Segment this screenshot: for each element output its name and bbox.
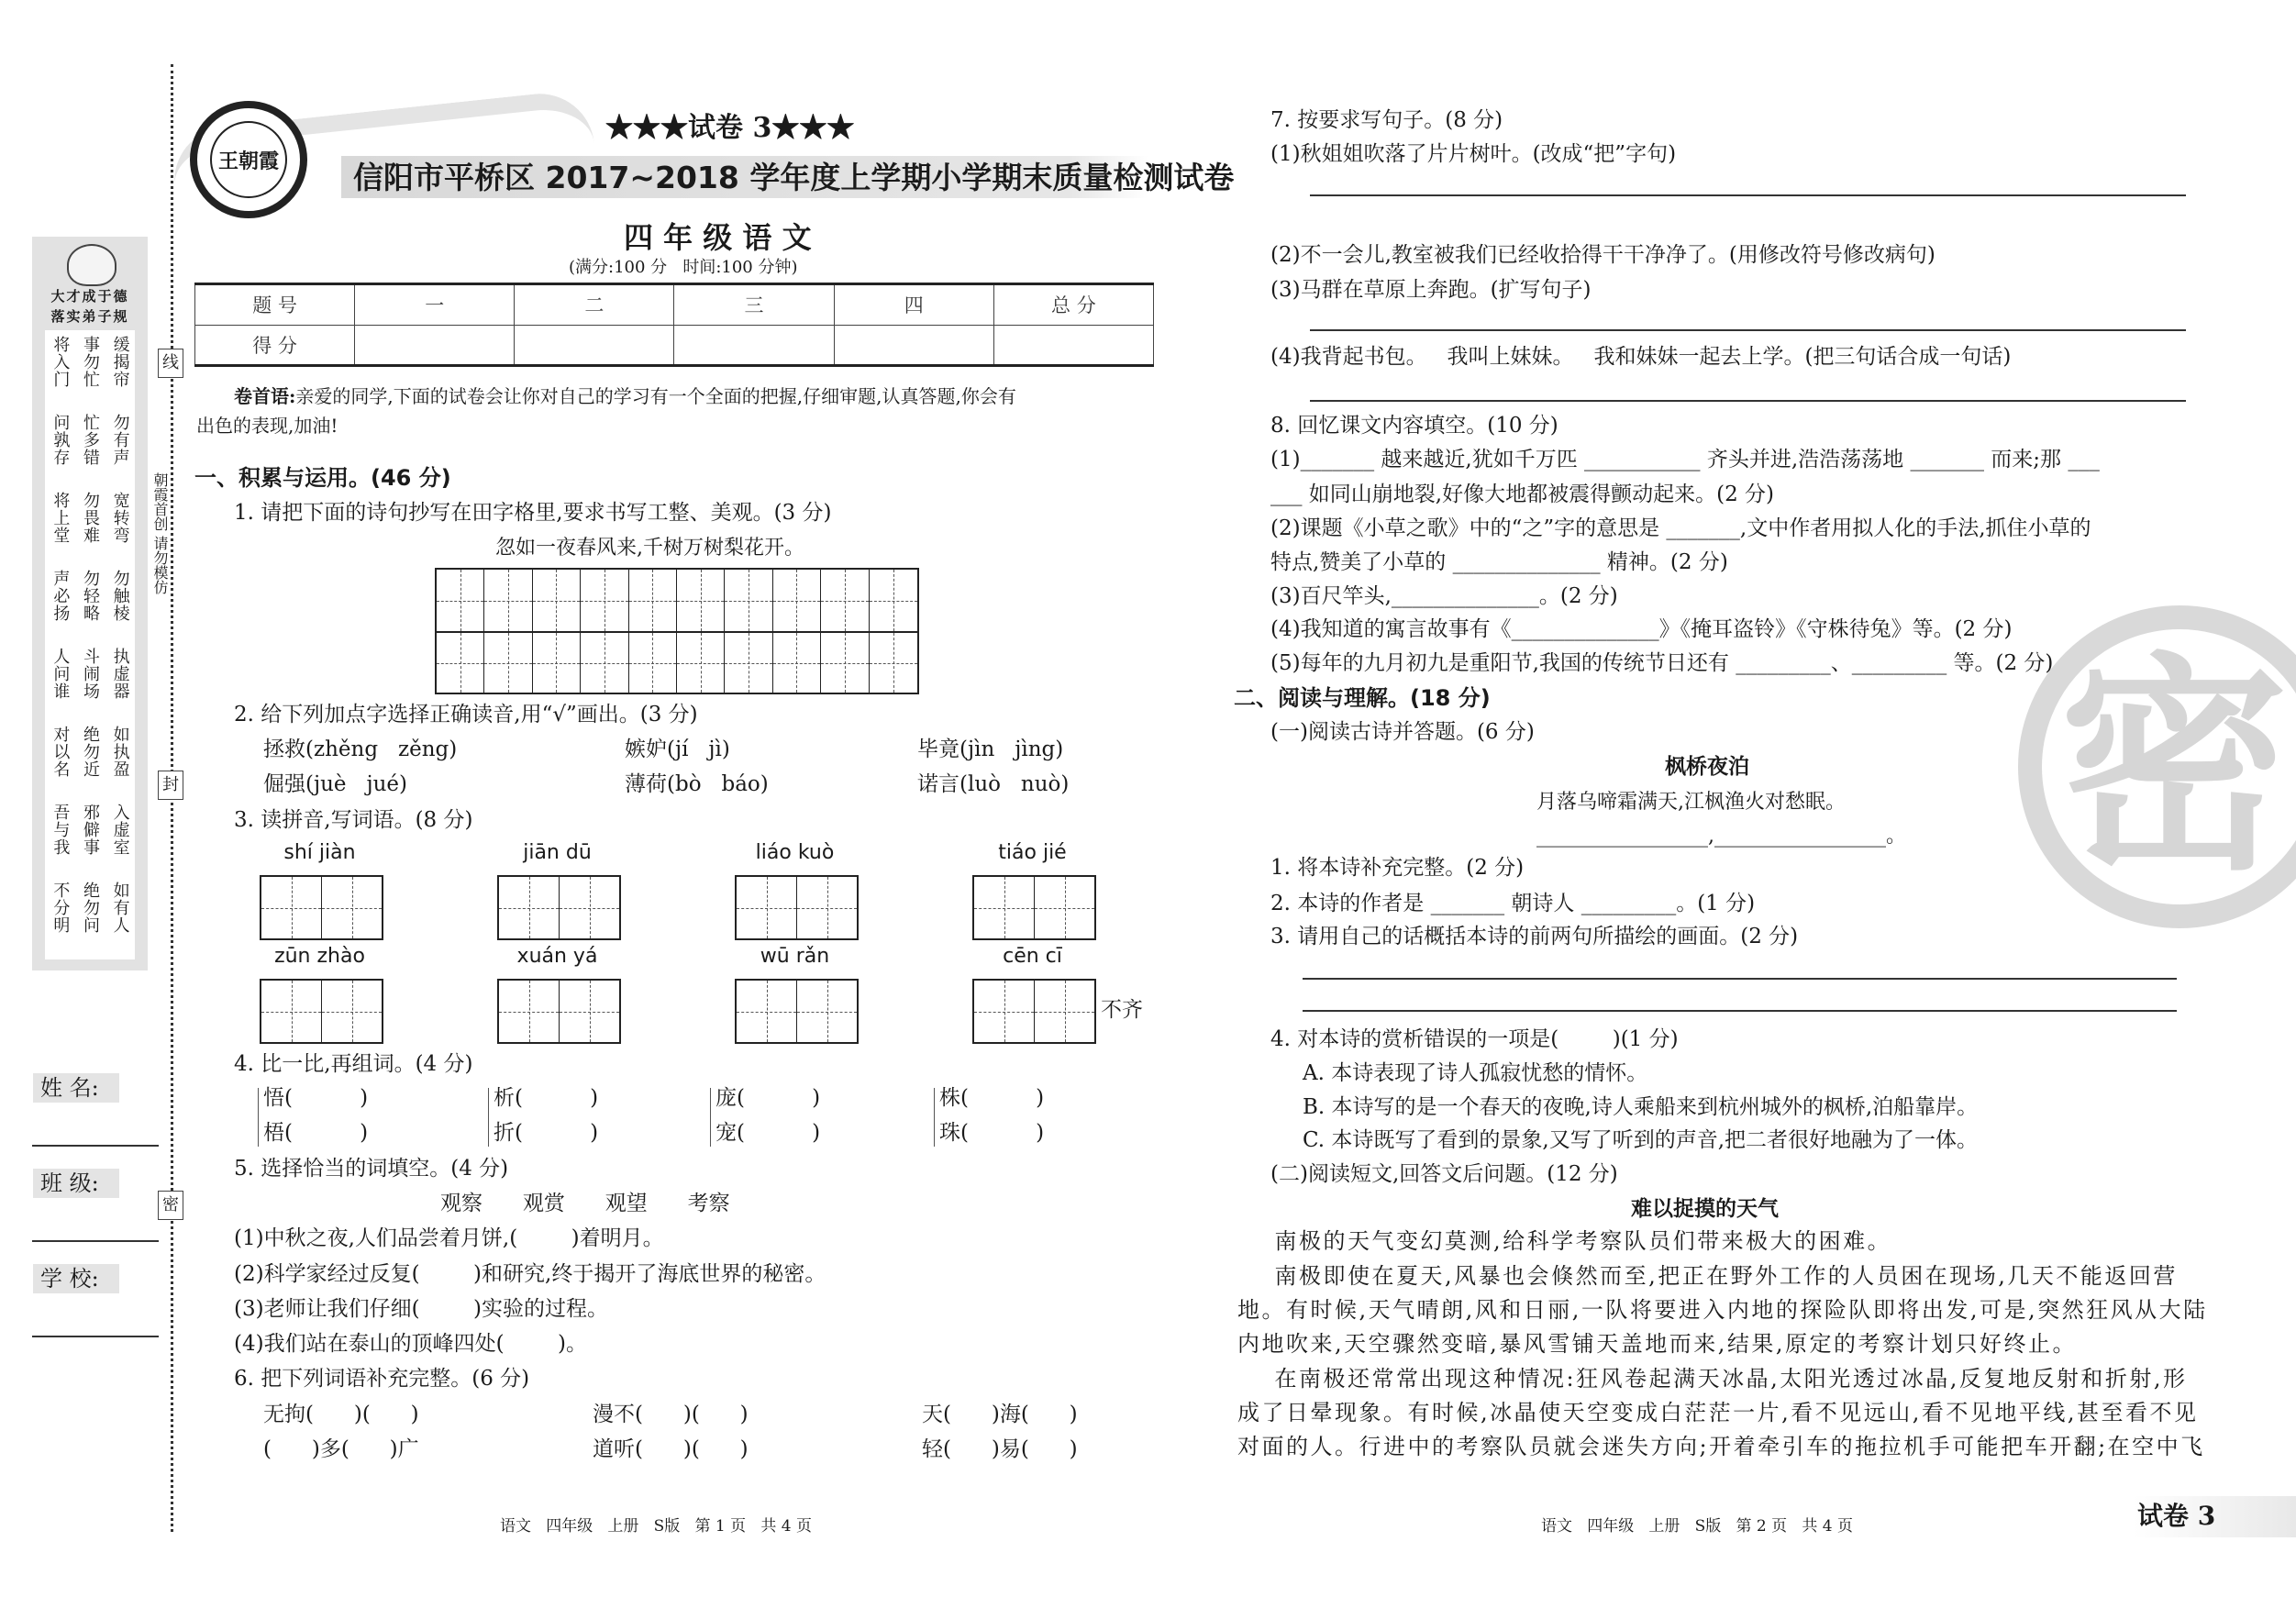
pinyin-word-grid bbox=[260, 841, 1210, 1048]
publisher-logo bbox=[190, 101, 307, 218]
score-cell[interactable] bbox=[355, 325, 515, 366]
writing-box[interactable] bbox=[735, 875, 859, 940]
score-table bbox=[194, 283, 1154, 367]
writing-cell[interactable] bbox=[499, 877, 559, 938]
passage-line: 地。有时候,天气晴朗,风和日丽,一队将要进入内地的探险队即将出发,可是,突然狂风从大陆 bbox=[1237, 1297, 2208, 1323]
name-label: 姓 名: bbox=[33, 1073, 119, 1103]
compare-word[interactable]: 庞( ) bbox=[715, 1086, 821, 1110]
question-title: 1. 请把下面的诗句抄写在田字格里,要求书写工整、美观。(3 分) bbox=[234, 501, 832, 525]
compare-word[interactable]: 悟( ) bbox=[263, 1086, 369, 1110]
sidebar-motto: 落实弟子规 bbox=[50, 308, 129, 325]
pinyin-label: tiáo jié bbox=[998, 841, 1067, 864]
writing-cell[interactable] bbox=[974, 877, 1034, 938]
tianzige-cell[interactable] bbox=[821, 570, 869, 631]
score-row-label: 得 分 bbox=[195, 325, 355, 366]
rule-phrase: 将入门 bbox=[50, 336, 71, 388]
pinyin-label: wū rǎn bbox=[760, 945, 830, 968]
question-title: 3. 读拼音,写词语。(8 分) bbox=[234, 808, 473, 832]
writing-cell[interactable] bbox=[559, 981, 619, 1042]
pinyin-item bbox=[972, 945, 1210, 1048]
writing-box[interactable] bbox=[497, 875, 621, 940]
page-footer: 语文 四年级 上册 S版 第 2 页 共 4 页 bbox=[1541, 1517, 1853, 1536]
tianzige-cell[interactable] bbox=[629, 631, 677, 693]
poem-blank[interactable]: _________________,_________________。 bbox=[1536, 825, 1906, 848]
tianzige-cell[interactable] bbox=[870, 570, 917, 631]
publisher-logo-text: 王朝霞 bbox=[210, 121, 287, 198]
pinyin-label: jiān dū bbox=[523, 841, 592, 864]
pinyin-label: xuán yá bbox=[516, 945, 598, 968]
rule-phrase: 声必扬 bbox=[50, 570, 71, 622]
poem-line: 忽如一夜春风来,千树万树梨花开。 bbox=[495, 537, 804, 560]
binding-mark: 封 bbox=[158, 771, 183, 800]
page-footer: 语文 四年级 上册 S版 第 1 页 共 4 页 bbox=[500, 1517, 812, 1536]
name-input-line[interactable] bbox=[32, 1145, 159, 1147]
poem-title: 枫桥夜泊 bbox=[1665, 755, 1749, 779]
rewrite-item: (2)不一会儿,教室被我们已经收拾得干干净净了。(用修改符号修改病句) bbox=[1270, 243, 1936, 267]
exam-meta: (满分:100 分 时间:100 分钟) bbox=[569, 258, 798, 277]
score-header: 三 bbox=[674, 284, 834, 326]
rule-phrase: 斗闹场 bbox=[80, 648, 100, 700]
score-header: 四 bbox=[834, 284, 993, 326]
writing-box[interactable] bbox=[497, 979, 621, 1044]
rule-phrase: 入虚室 bbox=[110, 804, 130, 856]
fill-sentence[interactable]: (4)我们站在泰山的顶峰四处( )。 bbox=[234, 1332, 588, 1356]
score-cell[interactable] bbox=[834, 325, 993, 366]
tianzige-cell[interactable] bbox=[484, 570, 532, 631]
compare-word[interactable]: 株( ) bbox=[939, 1086, 1045, 1110]
pronunciation-item[interactable]: 倔强(juè jué) bbox=[263, 772, 407, 796]
writing-box[interactable] bbox=[972, 875, 1096, 940]
dizigui-sidebar bbox=[32, 237, 148, 970]
paper-tab-label: 试卷 3 bbox=[2137, 1501, 2216, 1531]
preface bbox=[234, 383, 1016, 409]
word-choices: 观察 观赏 观望 考察 bbox=[440, 1192, 730, 1215]
rule-phrase: 执虚器 bbox=[110, 648, 130, 700]
rule-group bbox=[45, 414, 135, 486]
question-title: 7. 按要求写句子。(8 分) bbox=[1270, 108, 1503, 132]
idiom-item[interactable]: ( )多( )广 bbox=[263, 1437, 419, 1461]
tianzige-cell[interactable] bbox=[725, 631, 772, 693]
copyright-note: 朝霞首创 请勿模仿 bbox=[151, 472, 169, 595]
subsection-title: (一)阅读古诗并答题。(6 分) bbox=[1270, 720, 1535, 744]
writing-cell[interactable] bbox=[559, 877, 619, 938]
writing-cell[interactable] bbox=[499, 981, 559, 1042]
rule-phrase: 勿畏难 bbox=[80, 492, 100, 544]
idiom-item[interactable]: 轻( )易( ) bbox=[922, 1437, 1078, 1461]
pinyin-item bbox=[497, 841, 735, 945]
compare-word[interactable]: 梧( ) bbox=[263, 1121, 369, 1145]
rule-group bbox=[45, 804, 135, 876]
paper-series: ★★★试卷 3★★★ bbox=[605, 112, 855, 144]
recall-line[interactable]: (4)我知道的寓言故事有《______________》《掩耳盗铃》《守株待兔》等。(2 分) bbox=[1270, 617, 2013, 641]
class-input-line[interactable] bbox=[32, 1240, 159, 1242]
answer-line[interactable] bbox=[1310, 400, 2186, 402]
rule-phrase: 不分明 bbox=[50, 882, 71, 934]
idiom-item[interactable]: 无拘( )( ) bbox=[263, 1403, 419, 1426]
sidebar-motto: 大才成于德 bbox=[50, 288, 129, 305]
preface-label: 卷首语: bbox=[234, 385, 296, 407]
question-title: 4. 比一比,再组词。(4 分) bbox=[234, 1052, 473, 1076]
idiom-item[interactable]: 道听( )( ) bbox=[593, 1437, 749, 1461]
pronunciation-item[interactable]: 拯救(zhěng zěng) bbox=[263, 738, 458, 761]
recall-line[interactable]: 特点,赞美了小草的 ______________ 精神。(2 分) bbox=[1270, 550, 1728, 574]
pinyin-item bbox=[735, 945, 972, 1048]
pinyin-label: zūn zhào bbox=[274, 945, 365, 968]
reading-question: 3. 请用自己的话概括本诗的前两句所描绘的画面。(2 分) bbox=[1270, 925, 1799, 948]
pronunciation-item[interactable]: 嫉妒(jí jì) bbox=[625, 738, 730, 761]
score-cell[interactable] bbox=[674, 325, 834, 366]
score-cell[interactable] bbox=[515, 325, 674, 366]
recall-line[interactable]: (1)_______ 越来越近,犹如千万匹 ___________ 齐头并进,浩浩荡荡地 _______ 而来;那 ___ bbox=[1270, 448, 2100, 471]
idiom-item[interactable]: 漫不( )( ) bbox=[593, 1403, 749, 1426]
writing-box[interactable] bbox=[260, 979, 383, 1044]
dizigui-rules bbox=[45, 330, 135, 959]
writing-cell[interactable] bbox=[261, 981, 321, 1042]
rule-phrase: 绝勿问 bbox=[80, 882, 100, 934]
pinyin-item bbox=[735, 841, 972, 945]
pinyin-label: shí jiàn bbox=[283, 841, 356, 864]
recall-line[interactable]: (2)课题《小草之歌》中的“之”字的意思是 _______,文中作者用拟人化的手法,抓住小草的 bbox=[1270, 516, 2091, 540]
brace-icon bbox=[934, 1088, 935, 1147]
school-input-line[interactable] bbox=[32, 1336, 159, 1337]
tianzige-cell[interactable] bbox=[629, 570, 677, 631]
rule-phrase: 缓揭帘 bbox=[110, 336, 130, 388]
fill-sentence[interactable]: (1)中秋之夜,人们品尝着月饼,( )着明月。 bbox=[234, 1226, 664, 1250]
pinyin-item bbox=[260, 945, 497, 1048]
tianzige-cell[interactable] bbox=[484, 631, 532, 693]
rule-phrase: 勿触棱 bbox=[110, 570, 130, 622]
answer-line[interactable] bbox=[1303, 978, 2177, 980]
rule-group bbox=[45, 648, 135, 720]
passage-line: 成了日晕现象。有时候,冰晶使天空变成白茫茫一片,看不见远山,看不见地平线,甚至看不见 bbox=[1237, 1400, 2199, 1425]
tianzige-cell[interactable] bbox=[581, 631, 628, 693]
question-title: 2. 给下列加点字选择正确读音,用“√”画出。(3 分) bbox=[234, 703, 698, 726]
preface-text: 亲爱的同学,下面的试卷会让你对自己的学习有一个全面的把握,仔细审题,认真答题,你会有 bbox=[295, 385, 1016, 407]
fill-sentence[interactable]: (2)科学家经过反复( )和研究,终于揭开了海底世界的秘密。 bbox=[234, 1262, 826, 1286]
class-label: 班 级: bbox=[33, 1169, 119, 1198]
writing-cell[interactable] bbox=[261, 877, 321, 938]
preface-text: 出色的表现,加油! bbox=[196, 415, 338, 437]
rewrite-item: (4)我背起书包。 我叫上妹妹。 我和妹妹一起去上学。(把三句话合成一句话) bbox=[1270, 345, 2012, 369]
tianzige-cell[interactable] bbox=[773, 631, 821, 693]
fill-sentence[interactable]: (3)老师让我们仔细( )实验的过程。 bbox=[234, 1297, 609, 1321]
brace-icon bbox=[258, 1088, 259, 1147]
tianzige-grid[interactable] bbox=[435, 568, 919, 694]
writing-cell[interactable] bbox=[321, 981, 382, 1042]
answer-line[interactable] bbox=[1310, 329, 2186, 331]
question-title: 5. 选择恰当的词填空。(4 分) bbox=[234, 1157, 509, 1181]
pinyin-label: cēn cī bbox=[1003, 945, 1062, 968]
rewrite-item: (3)马群在草原上奔跑。(扩写句子) bbox=[1270, 278, 1592, 302]
writing-box[interactable] bbox=[260, 875, 383, 940]
score-header: 题 号 bbox=[195, 284, 355, 326]
subsection-title: (二)阅读短文,回答文后问题。(12 分) bbox=[1270, 1162, 1618, 1186]
rule-phrase: 将上堂 bbox=[50, 492, 71, 544]
pinyin-item bbox=[972, 841, 1210, 945]
brace-icon bbox=[488, 1088, 489, 1147]
rule-phrase: 吾与我 bbox=[50, 804, 71, 856]
passage-line: 南极即使在夏天,风暴也会倏然而至,把正在野外工作的人员困在现场,几天不能返回营 bbox=[1237, 1263, 2178, 1289]
pinyin-label: liáo kuò bbox=[755, 841, 835, 864]
rule-group bbox=[45, 492, 135, 564]
rule-phrase: 忙多错 bbox=[80, 414, 100, 466]
subject-title: 四 年 级 语 文 bbox=[624, 220, 812, 255]
compare-word[interactable]: 折( ) bbox=[494, 1121, 599, 1145]
writing-cell[interactable] bbox=[737, 981, 796, 1042]
tianzige-cell[interactable] bbox=[773, 570, 821, 631]
tianzige-cell[interactable] bbox=[725, 570, 772, 631]
writing-cell[interactable] bbox=[737, 877, 796, 938]
section-heading: 一、积累与运用。(46 分) bbox=[194, 465, 451, 491]
section-heading: 二、阅读与理解。(18 分) bbox=[1234, 685, 1491, 711]
brace-icon bbox=[710, 1088, 711, 1147]
tianzige-cell[interactable] bbox=[581, 570, 628, 631]
rule-phrase: 勿轻略 bbox=[80, 570, 100, 622]
tianzige-cell[interactable] bbox=[821, 631, 869, 693]
answer-line[interactable] bbox=[1303, 1010, 2177, 1012]
exam-title: 信阳市平桥区 2017~2018 学年度上学期小学期末质量检测试卷 bbox=[353, 160, 1235, 195]
reading-question[interactable]: 2. 本诗的作者是 _______ 朝诗人 _________。(1 分) bbox=[1270, 892, 1756, 915]
school-label: 学 校: bbox=[33, 1264, 119, 1293]
rule-phrase: 宽转弯 bbox=[110, 492, 130, 544]
rule-phrase: 对以名 bbox=[50, 726, 71, 778]
tianzige-cell[interactable] bbox=[437, 570, 484, 631]
question-title: 8. 回忆课文内容填空。(10 分) bbox=[1270, 414, 1558, 438]
recall-line[interactable]: (5)每年的九月初九是重阳节,我国的传统节日还有 _________、_________ 等。(2 分) bbox=[1270, 651, 2054, 675]
score-header: 二 bbox=[515, 284, 674, 326]
writing-cell[interactable] bbox=[796, 877, 857, 938]
tianzige-cell[interactable] bbox=[677, 631, 725, 693]
poem-line: 月落乌啼霜满天,江枫渔火对愁眠。 bbox=[1536, 791, 1846, 814]
reading-question: 1. 将本诗补充完整。(2 分) bbox=[1270, 856, 1525, 880]
rewrite-item: (1)秋姐姐吹落了片片树叶。(改成“把”字句) bbox=[1270, 142, 1677, 166]
idiom-item[interactable]: 天( )海( ) bbox=[922, 1403, 1078, 1426]
compare-word[interactable]: 宠( ) bbox=[715, 1121, 821, 1145]
binding-mark: 密 bbox=[158, 1191, 183, 1220]
score-header: 一 bbox=[355, 284, 515, 326]
rule-group bbox=[45, 726, 135, 798]
tianzige-cell[interactable] bbox=[533, 631, 581, 693]
answer-line[interactable] bbox=[1310, 194, 2186, 196]
recall-line[interactable]: ___ 如同山崩地裂,好像大地都被震得颤动起来。(2 分) bbox=[1270, 482, 1775, 506]
reading-question[interactable]: 4. 对本诗的赏析错误的一项是( )(1 分) bbox=[1270, 1027, 1679, 1051]
rule-phrase: 事勿忙 bbox=[80, 336, 100, 388]
choice-option-a[interactable]: A. 本诗表现了诗人孤寂忧愁的情怀。 bbox=[1303, 1061, 1648, 1085]
tianzige-cell[interactable] bbox=[870, 631, 917, 693]
question-title: 6. 把下列词语补充完整。(6 分) bbox=[234, 1367, 530, 1391]
pronunciation-item[interactable]: 诺言(luò nuò) bbox=[917, 772, 1070, 796]
pinyin-item bbox=[260, 841, 497, 945]
recall-line[interactable]: (3)百尺竿头,______________。(2 分) bbox=[1270, 584, 1618, 608]
writing-cell[interactable] bbox=[974, 981, 1034, 1042]
pronunciation-item[interactable]: 毕竟(jìn jìng) bbox=[917, 738, 1064, 761]
tianzige-cell[interactable] bbox=[533, 570, 581, 631]
rule-group bbox=[45, 882, 135, 954]
pinyin-item bbox=[497, 945, 735, 1048]
writing-cell[interactable] bbox=[1034, 981, 1094, 1042]
writing-cell[interactable] bbox=[321, 877, 382, 938]
rule-phrase: 邪僻事 bbox=[80, 804, 100, 856]
rule-phrase: 如有人 bbox=[110, 882, 130, 934]
tianzige-cell[interactable] bbox=[437, 631, 484, 693]
compare-word[interactable]: 珠( ) bbox=[939, 1121, 1045, 1145]
pinyin-suffix: 不齐 bbox=[1101, 998, 1143, 1022]
writing-cell[interactable] bbox=[1034, 877, 1094, 938]
passage-title: 难以捉摸的天气 bbox=[1631, 1197, 1779, 1221]
rule-group bbox=[45, 336, 135, 408]
rule-phrase: 绝勿近 bbox=[80, 726, 100, 778]
rule-phrase: 人问谁 bbox=[50, 648, 71, 700]
student-illustration-icon bbox=[67, 244, 116, 286]
score-cell[interactable] bbox=[993, 325, 1153, 366]
writing-box[interactable] bbox=[972, 979, 1096, 1044]
choice-option-b[interactable]: B. 本诗写的是一个春天的夜晚,诗人乘船来到杭州城外的枫桥,泊船靠岸。 bbox=[1303, 1095, 1979, 1119]
rule-phrase: 如执盈 bbox=[110, 726, 130, 778]
tianzige-cell[interactable] bbox=[677, 570, 725, 631]
rule-phrase: 勿有声 bbox=[110, 414, 130, 466]
rule-group bbox=[45, 570, 135, 642]
score-header: 总 分 bbox=[993, 284, 1153, 326]
compare-word[interactable]: 析( ) bbox=[494, 1086, 599, 1110]
passage-line: 对面的人。行进中的考察队员就会迷失方向;开着牵引车的拖拉机手可能把车开翻;在空中飞 bbox=[1237, 1434, 2205, 1459]
passage-line: 内地吹来,天空骤然变暗,暴风雪铺天盖地而来,结果,原定的考察计划只好终止。 bbox=[1237, 1331, 2078, 1357]
writing-box[interactable] bbox=[735, 979, 859, 1044]
passage-line: 在南极还常常出现这种情况:狂风卷起满天冰晶,太阳光透过冰晶,反复地反射和折射,形 bbox=[1237, 1366, 2188, 1392]
choice-option-c[interactable]: C. 本诗既写了看到的景象,又写了听到的声音,把二者很好地融为了一体。 bbox=[1303, 1128, 1979, 1152]
binding-mark: 线 bbox=[158, 349, 183, 378]
confidential-seal-char: 密 bbox=[2059, 631, 2289, 901]
writing-cell[interactable] bbox=[796, 981, 857, 1042]
passage-line: 南极的天气变幻莫测,给科学考察队员们带来极大的困难。 bbox=[1237, 1228, 1892, 1254]
pronunciation-item[interactable]: 薄荷(bò báo) bbox=[625, 772, 769, 796]
rule-phrase: 问孰存 bbox=[50, 414, 71, 466]
